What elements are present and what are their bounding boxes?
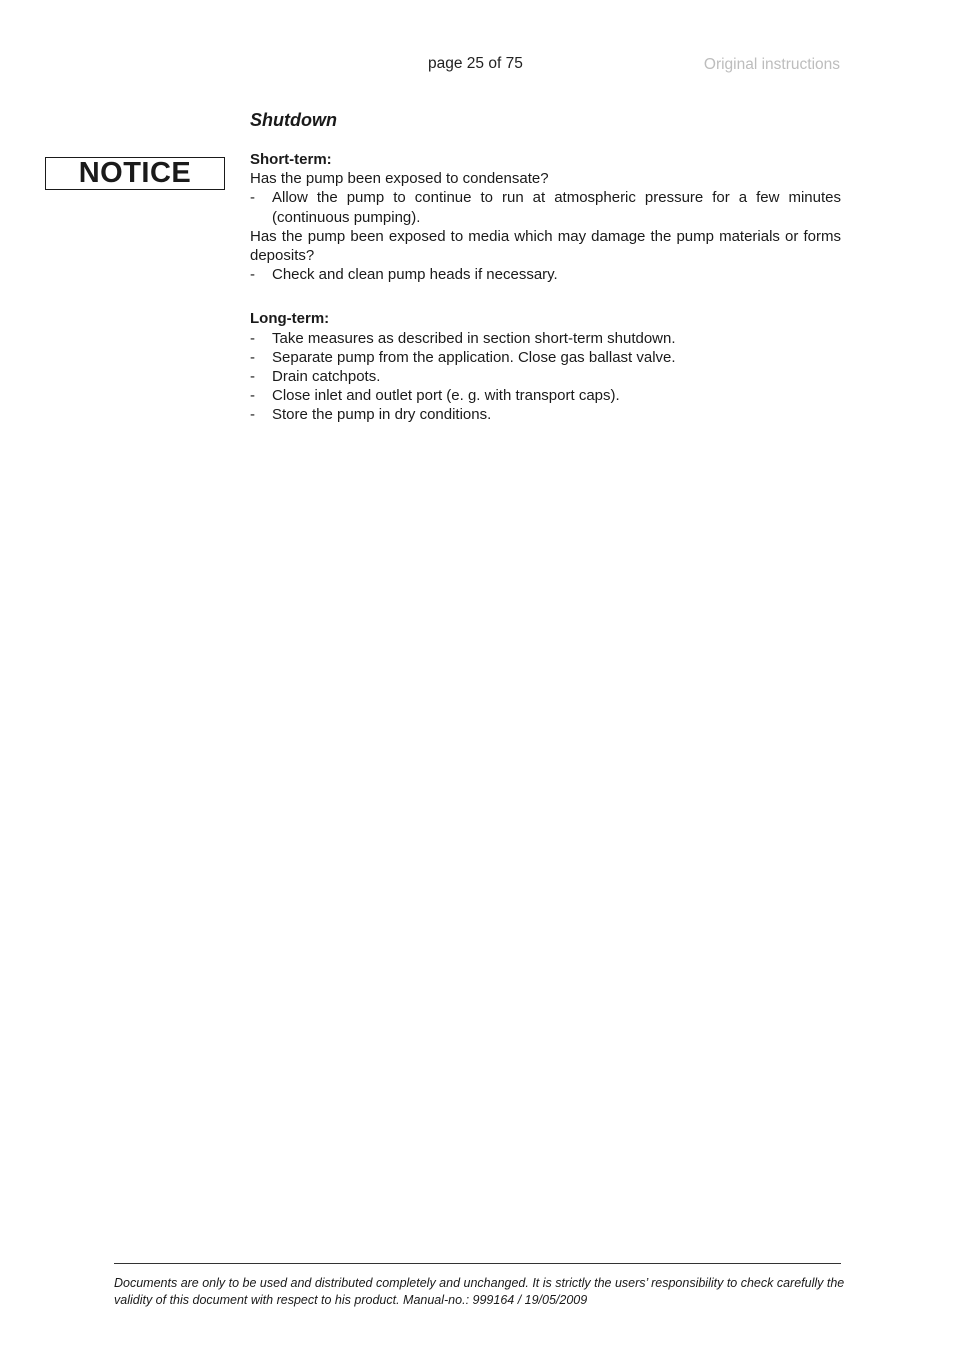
- bullet-marker: -: [250, 189, 255, 207]
- short-term-question-media: Has the pump been exposed to media which may damage the pump materials or forms deposits?: [250, 227, 841, 265]
- bullet-marker: -: [250, 348, 255, 366]
- shutdown-content: [250, 150, 841, 425]
- list-item-text: Store the pump in dry conditions.: [272, 406, 492, 424]
- list-item-text: Check and clean pump heads if necessary.: [272, 266, 558, 284]
- list-item-text: Allow the pump to continue to run at atmospheric pressure for a few minutes (continuous pumping).: [272, 189, 841, 226]
- short-term-heading: Short-term:: [250, 151, 332, 168]
- footer-divider: [114, 1263, 841, 1264]
- document-label: Original instructions: [703, 56, 840, 73]
- list-item: [250, 265, 841, 284]
- short-term-question-condensate: Has the pump been exposed to condensate?: [250, 170, 549, 188]
- bullet-marker: -: [250, 266, 255, 284]
- list-item: [250, 386, 841, 405]
- list-item: [250, 348, 841, 367]
- list-item-text: Take measures as described in section short-term shutdown.: [272, 329, 676, 347]
- list-item-text: Drain catchpots.: [272, 368, 381, 386]
- notice-sign: NOTICE: [45, 157, 225, 190]
- section-title: Shutdown: [250, 110, 337, 130]
- long-term-heading: Long-term:: [250, 310, 330, 328]
- list-item: [250, 367, 841, 386]
- list-item-text: Separate pump from the application. Close gas ballast valve.: [272, 348, 676, 366]
- footer-disclaimer: Documents are only to be used and distributed completely and unchanged. It is strictly the users’ responsibility to check carefully the validity of this document with respect to his product. Manual-no.: 999164 / 19/05/2009: [114, 1276, 845, 1307]
- list-item: [250, 188, 841, 226]
- bullet-marker: -: [250, 329, 255, 347]
- bullet-marker: -: [250, 406, 255, 424]
- bullet-marker: -: [250, 368, 255, 386]
- bullet-marker: -: [250, 387, 255, 405]
- page-number: page 25 of 75: [428, 55, 523, 72]
- list-item: [250, 329, 841, 348]
- list-item-text: Close inlet and outlet port (e. g. with transport caps).: [272, 387, 620, 405]
- list-item: [250, 405, 841, 424]
